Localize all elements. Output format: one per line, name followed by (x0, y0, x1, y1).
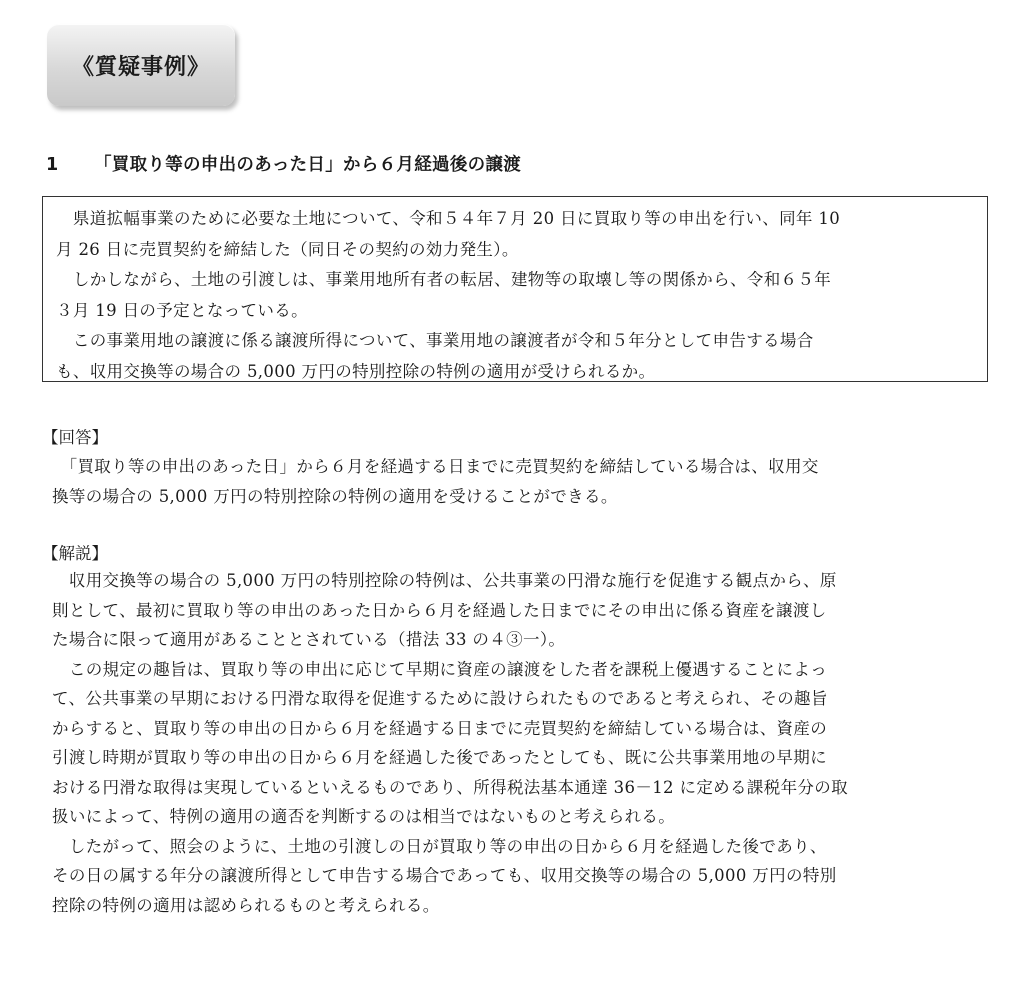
answer-paragraph (52, 452, 1002, 511)
section-heading (46, 151, 521, 176)
question-line: 県道拡幅事業のために必要な土地について、令和５４年７月 20 日に買取り等の申出を行い、同年 10 (56, 209, 841, 228)
explanation-line: 引渡し時期が買取り等の申出の日から６月を経過した後であったとしても、既に公共事業用地の早期に (52, 748, 827, 767)
question-line: しかしながら、土地の引渡しは、事業用地所有者の転居、建物等の取壊し等の関係から、令和６５年 (56, 270, 832, 289)
section-number: 1 (46, 155, 59, 175)
explanation-line: て、公共事業の早期における円滑な取得を促進するために設けられたものであると考えられ、その趣旨 (52, 689, 828, 708)
explanation-line: 扱いによって、特例の適用の適否を判断するのは相当ではないものと考えられる。 (52, 807, 676, 826)
question-line: も、収用交換等の場合の 5,000 万円の特別控除の特例の適用が受けられるか。 (56, 361, 656, 381)
explanation-line: その日の属する年分の譲渡所得として申告する場合であっても、収用交換等の場合の 5,000 万円の特別 (52, 866, 837, 885)
explanation-line: た場合に限って適用があることとされている（措法 33 の４③一）。 (52, 630, 566, 649)
question-line: ３月 19 日の予定となっている。 (56, 300, 308, 320)
explanation-line: おける円滑な取得は実現しているといえるものであり、所得税法基本通達 36－12 に定める課税年分の取 (52, 777, 848, 797)
explanation-line: したがって、照会のように、土地の引渡しの日が買取り等の申出の日から６月を経過した後であり、 (52, 836, 827, 856)
explanation-label: 【解説】 (42, 544, 108, 563)
question-line: この事業用地の譲渡に係る譲渡所得について、事業用地の譲渡者が令和５年分として申告する場合 (56, 331, 814, 350)
explanation-line: 収用交換等の場合の 5,000 万円の特別控除の特例は、公共事業の円滑な施行を促進する観点から、原 (52, 571, 837, 590)
explanation-line: 則として、最初に買取り等の申出のあった日から６月を経過した日までにその申出に係る資産を譲渡し (52, 600, 827, 620)
explanation-line: この規定の趣旨は、買取り等の申出に応じて早期に資産の譲渡をした者を課税上優遇することによっ (52, 659, 828, 679)
question-box (42, 196, 988, 382)
explanation-line: 控除の特例の適用は認められるものと考えられる。 (52, 895, 440, 915)
title-box (47, 24, 235, 106)
explanation-paragraph (52, 566, 1002, 920)
answer-line: 「買取り等の申出のあった日」から６月を経過する日までに売買契約を締結している場合は、収用交 (52, 457, 819, 476)
section-heading-text: 「買取り等の申出のあった日」から６月経過後の譲渡 (94, 155, 522, 175)
answer-label: 【回答】 (42, 428, 108, 447)
answer-line: 換等の場合の 5,000 万円の特別控除の特例の適用を受けることができる。 (52, 486, 618, 506)
question-line: 月 26 日に売買契約を締結した（同日その契約の効力発生）。 (56, 239, 519, 259)
page-title: 《質疑事例》 (71, 54, 210, 80)
explanation-line: からすると、買取り等の申出の日から６月を経過する日までに売買契約を締結している場合は、資産の (52, 718, 828, 738)
